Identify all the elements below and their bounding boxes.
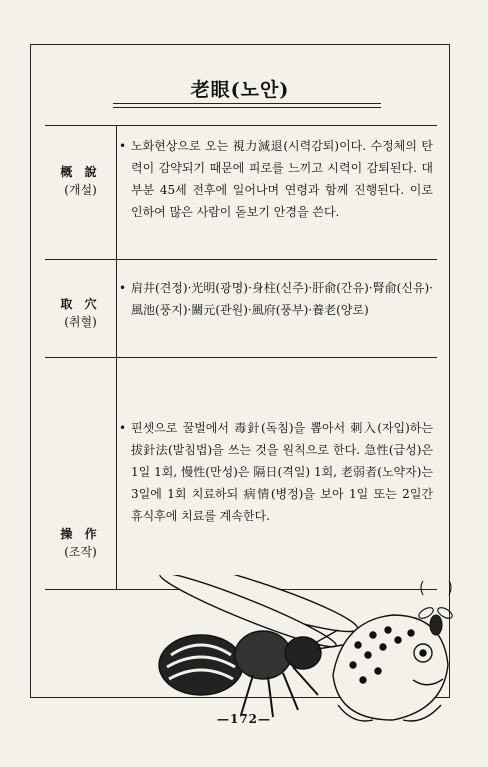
page-number: —172— xyxy=(216,712,272,726)
page-frame xyxy=(30,44,450,698)
bullet-icon: • xyxy=(119,281,127,295)
bullet-icon: • xyxy=(119,139,127,153)
label-korean: (개설) xyxy=(64,183,97,197)
column-divider xyxy=(116,125,117,589)
row-divider-2 xyxy=(45,357,437,358)
label-korean: (조작) xyxy=(64,545,97,559)
row-divider-1 xyxy=(45,259,437,260)
title-underline xyxy=(113,103,381,104)
title-underline-double xyxy=(113,107,381,108)
section-body: 肩井(견정)·光明(광명)·身柱(신주)·肝俞(간유)·腎俞(신유)·風池(풍지)·關元(관원)·風府(풍부)·養老(양로) xyxy=(131,281,433,317)
bee-and-toad-illustration xyxy=(123,575,453,735)
section-text-procedure xyxy=(119,417,433,527)
bullet-icon: • xyxy=(119,421,127,435)
section-label-overview xyxy=(45,163,116,199)
section-text-overview xyxy=(119,135,433,223)
section-label-acupoints xyxy=(45,295,116,331)
section-text-acupoints xyxy=(119,277,433,321)
bee-icon xyxy=(144,575,362,717)
table-top-border xyxy=(45,125,437,126)
label-hanja: 操 作 xyxy=(60,527,101,541)
label-korean: (취혈) xyxy=(64,315,97,329)
section-body: 노화현상으로 오는 視力減退(시력감퇴)이다. 수정체의 탄력이 감약되기 때문에 피로를 느끼고 시력이 감퇴된다. 대부분 45세 전후에 일어나며 연령과 함께 진행된다. 이로 인하여 많은 사람이 돋보기 안경을 쓴다. xyxy=(131,139,433,219)
label-hanja: 取 穴 xyxy=(60,297,101,311)
page-title: 老眼(노안) xyxy=(190,79,290,101)
section-label-procedure xyxy=(45,525,116,561)
label-hanja: 概 說 xyxy=(60,165,101,179)
section-body: 핀셋으로 꿀벌에서 毒針(독침)을 뽑아서 刺入(자입)하는 拔針法(발침법)을 쓰는 것을 원칙으로 한다. 急性(급성)은 1일 1회, 慢性(만성)은 隔日(격일) 1회, 老弱者(노약자)는 3일에 1회 치료하되 病情(병정)을 보아 1일 또는 2일간 휴식후에 치료를 계속한다. xyxy=(131,421,433,523)
